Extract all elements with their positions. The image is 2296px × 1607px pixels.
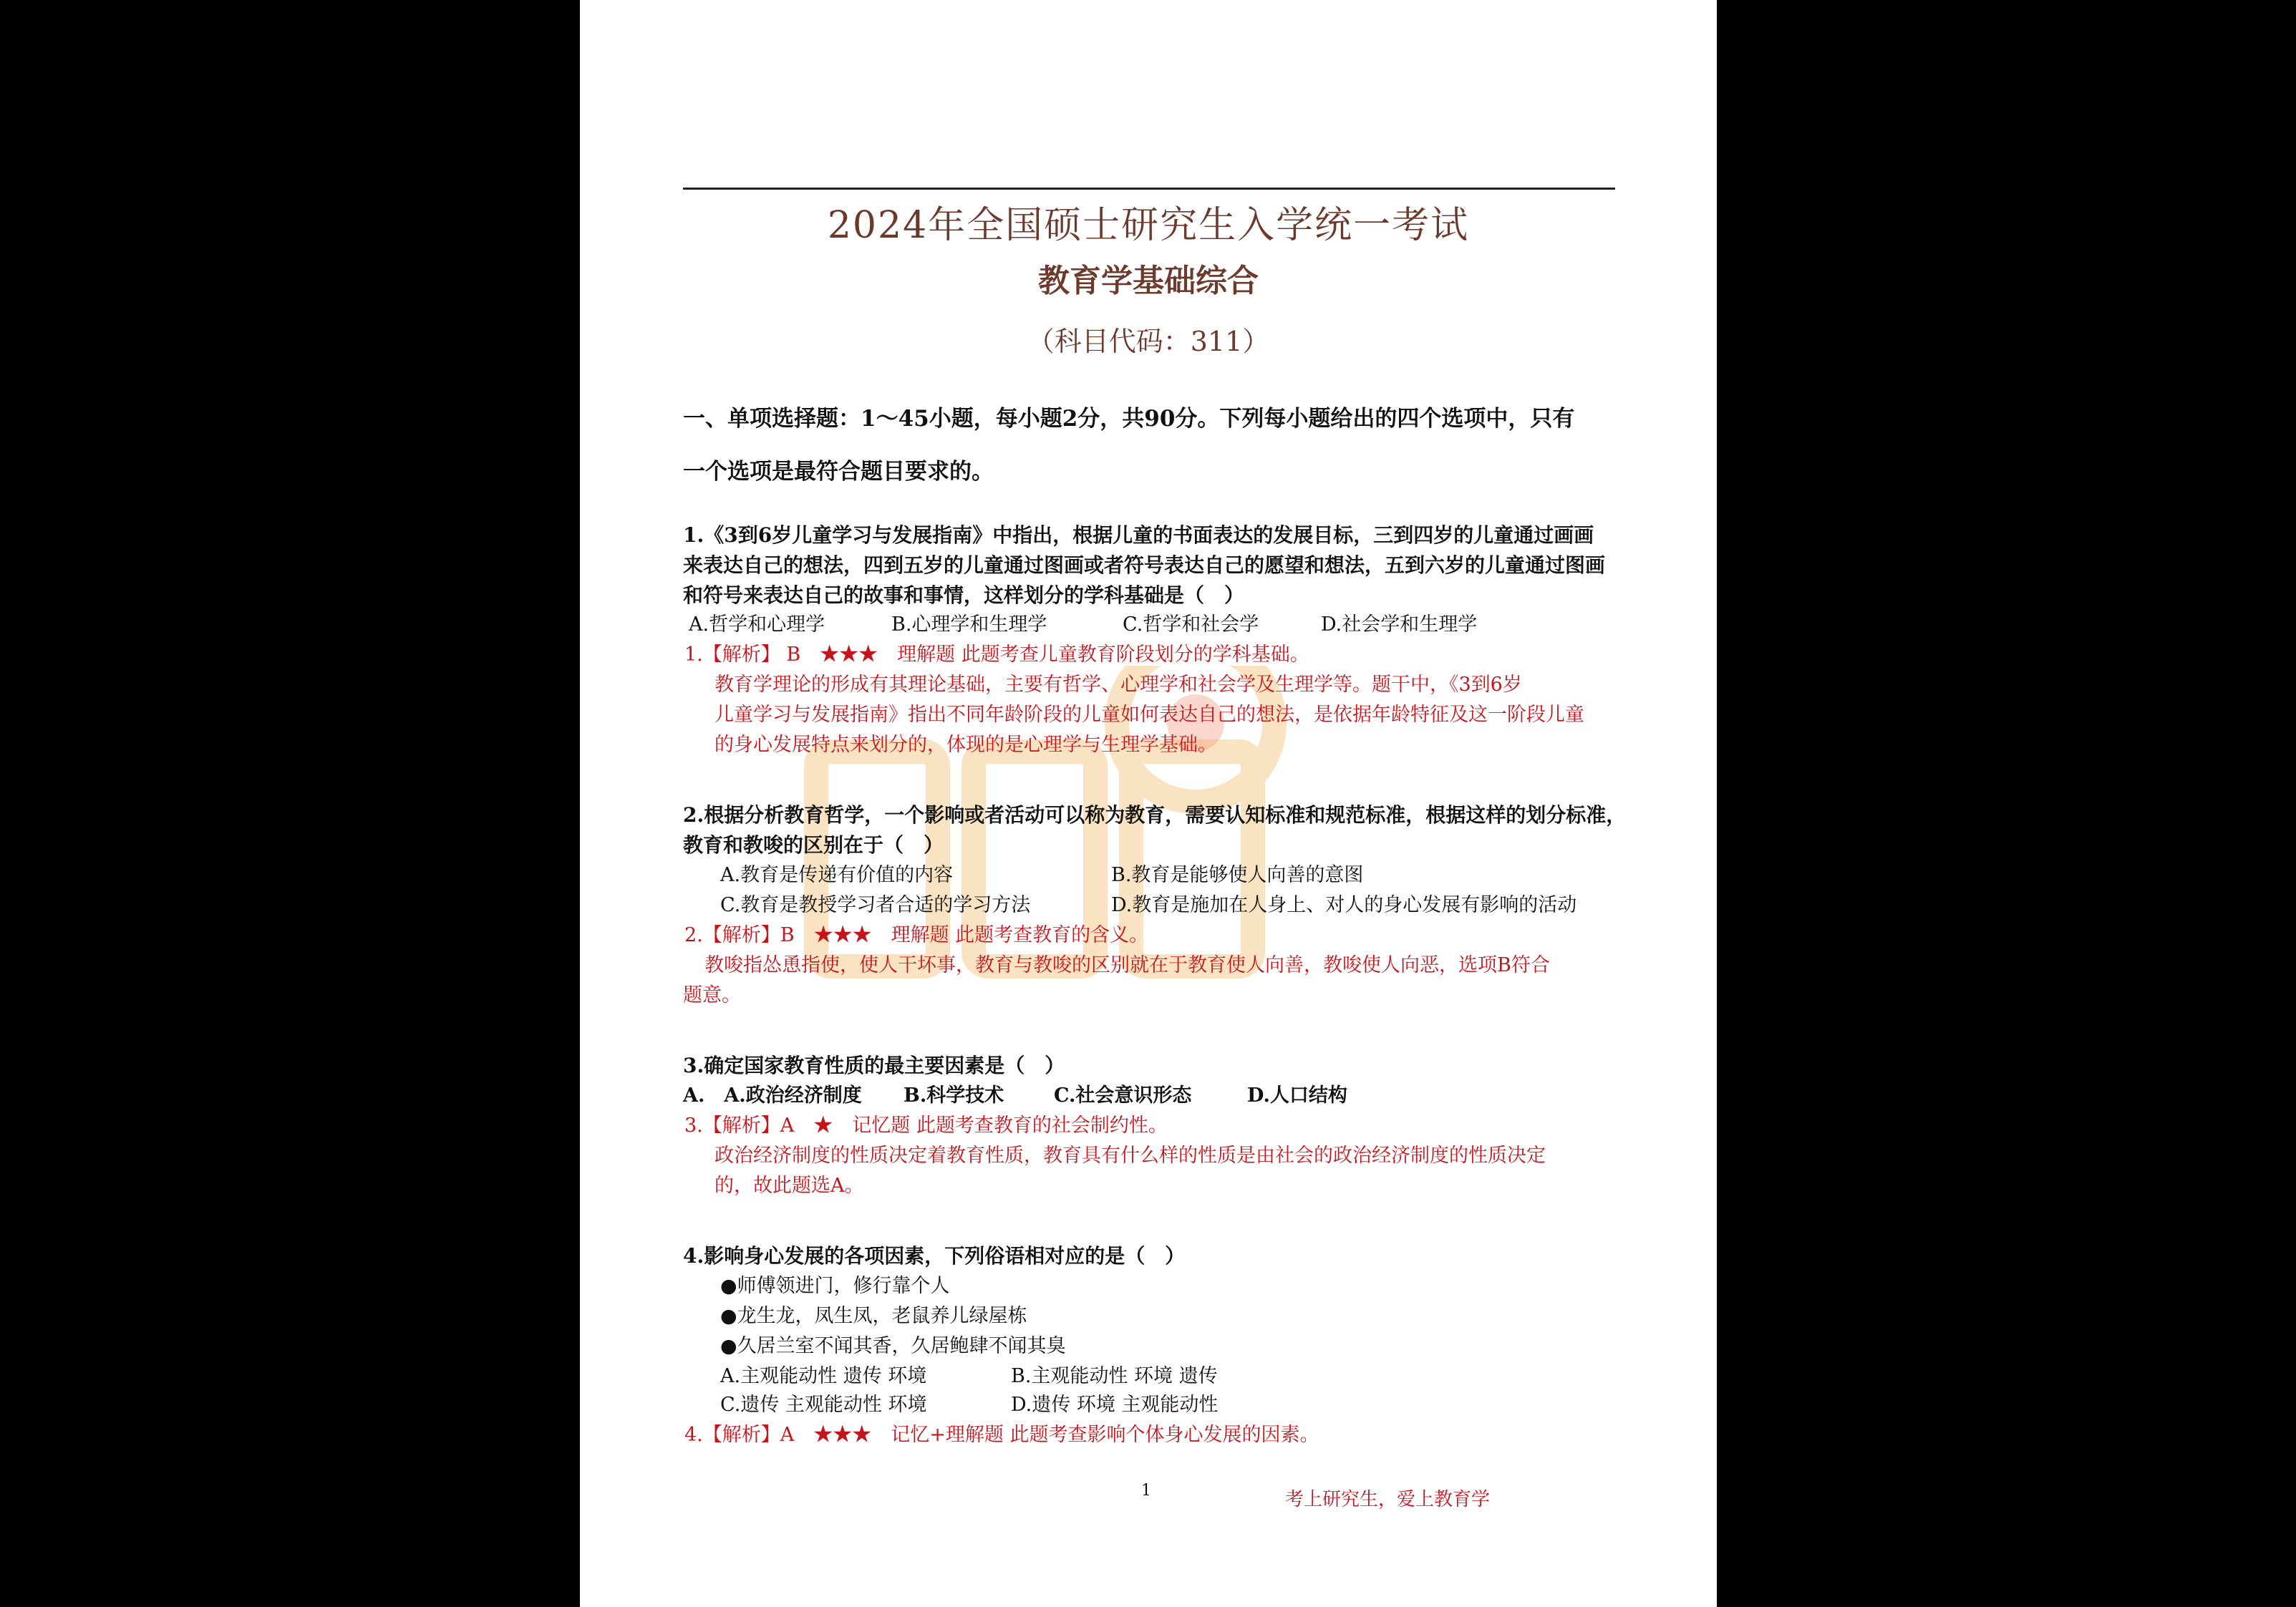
q1-option-c: C.哲学和社会学 — [1123, 613, 1259, 636]
q4-option-d: D.遗传 环境 主观能动性 — [1011, 1394, 1219, 1416]
q1-stem-line1: 1.《3到6岁儿童学习与发展指南》中指出，根据儿童的书面表达的发展目标，三到四岁的儿童通过画画 — [683, 523, 1594, 547]
page-number: 1 — [1141, 1482, 1151, 1500]
section-heading-line1: 一、单项选择题：1～45小题，每小题2分，共90分。下列每小题给出的四个选项中，只有 — [683, 406, 1575, 432]
q1-option-a: A.哲学和心理学 — [689, 613, 825, 636]
q2-option-a: A.教育是传递有价值的内容 — [720, 864, 954, 886]
q4-option-c: C.遗传 主观能动性 环境 — [720, 1394, 927, 1416]
q4-bullet-2: ●龙生龙，凤生凤，老鼠养儿绿屋栋 — [720, 1305, 1027, 1327]
q2-option-c: C.教育是教授学习者合适的学习方法 — [720, 894, 1031, 916]
q4-analysis: 4.【解析】A ★★★ 记忆+理解题 此题考查影响个体身心发展的因素。 — [684, 1424, 1319, 1446]
header-rule — [683, 188, 1615, 190]
q4-stem: 4.影响身心发展的各项因素，下列俗语相对应的是（ ） — [683, 1244, 1186, 1268]
q2-stem-line2: 教育和教唆的区别在于（ ） — [683, 833, 944, 857]
q3-option-b: B.科学技术 — [904, 1084, 1004, 1107]
q2-explanation-line1: 教唆指怂恿指使，使人干坏事，教育与教唆的区别就在于教育使人向善，教唆使人向恶，选项B符合 — [704, 954, 1550, 976]
q1-explanation-line2: 儿童学习与发展指南》指出不同年龄阶段的儿童如何表达自己的想法，是依据年龄特征及这一阶段儿童 — [715, 704, 1584, 726]
q2-stem-line1: 2.根据分析教育哲学，一个影响或者活动可以称为教育，需要认知标准和规范标准，根据这样的划分标准， — [683, 803, 1627, 827]
subject-code: （科目代码：311） — [1027, 326, 1270, 357]
q3-explanation-line1: 政治经济制度的性质决定着教育性质，教育具有什么样的性质是由社会的政治经济制度的性质决定 — [715, 1145, 1546, 1167]
q2-explanation-line2: 题意。 — [683, 984, 741, 1006]
q1-option-d: D.社会学和生理学 — [1321, 613, 1478, 636]
q1-stem-line3: 和符号来表达自己的故事和事情，这样划分的学科基础是（ ） — [683, 583, 1245, 607]
document-page — [580, 0, 1717, 1607]
q3-stem: 3.确定国家教育性质的最主要因素是（ ） — [683, 1054, 1065, 1077]
section-heading-line2: 一个选项是最符合题目要求的。 — [683, 459, 994, 485]
q2-option-b: B.教育是能够使人向善的意图 — [1111, 864, 1364, 886]
q4-bullet-1: ●师傅领进门，修行靠个人 — [720, 1275, 950, 1297]
q4-option-b: B.主观能动性 环境 遗传 — [1011, 1365, 1218, 1387]
q1-explanation-line3: 的身心发展特点来划分的，体现的是心理学与生理学基础。 — [715, 734, 1217, 756]
q1-option-b: B.心理学和生理学 — [891, 613, 1047, 636]
q3-option-a: A. A.政治经济制度 — [683, 1084, 862, 1107]
exam-subject: 教育学基础综合 — [1038, 263, 1259, 299]
q2-option-d: D.教育是施加在人身上、对人的身心发展有影响的活动 — [1111, 894, 1577, 916]
q2-analysis: 2.【解析】B ★★★ 理解题 此题考查教育的含义。 — [684, 924, 1149, 946]
exam-title: 2024年全国硕士研究生入学统一考试 — [827, 204, 1470, 247]
q3-option-c: C.社会意识形态 — [1054, 1084, 1192, 1107]
q1-analysis: 1.【解析】 B ★★★ 理解题 此题考查儿童教育阶段划分的学科基础。 — [684, 644, 1309, 666]
q4-bullet-3: ●久居兰室不闻其香，久居鲍肆不闻其臭 — [720, 1335, 1066, 1357]
footer-slogan: 考上研究生，爱上教育学 — [1285, 1489, 1491, 1510]
q1-stem-line2: 来表达自己的想法，四到五岁的儿童通过图画或者符号表达自己的愿望和想法，五到六岁的儿童通过图画 — [683, 553, 1606, 577]
q3-analysis: 3.【解析】A ★ 记忆题 此题考查教育的社会制约性。 — [684, 1115, 1168, 1137]
q3-explanation-line2: 的，故此题选A。 — [715, 1175, 864, 1197]
q4-option-a: A.主观能动性 遗传 环境 — [720, 1365, 927, 1387]
q1-explanation-line1: 教育学理论的形成有其理论基础，主要有哲学、心理学和社会学及生理学等。题干中，《3到6岁 — [715, 674, 1522, 696]
q3-option-d: D.人口结构 — [1247, 1084, 1347, 1107]
